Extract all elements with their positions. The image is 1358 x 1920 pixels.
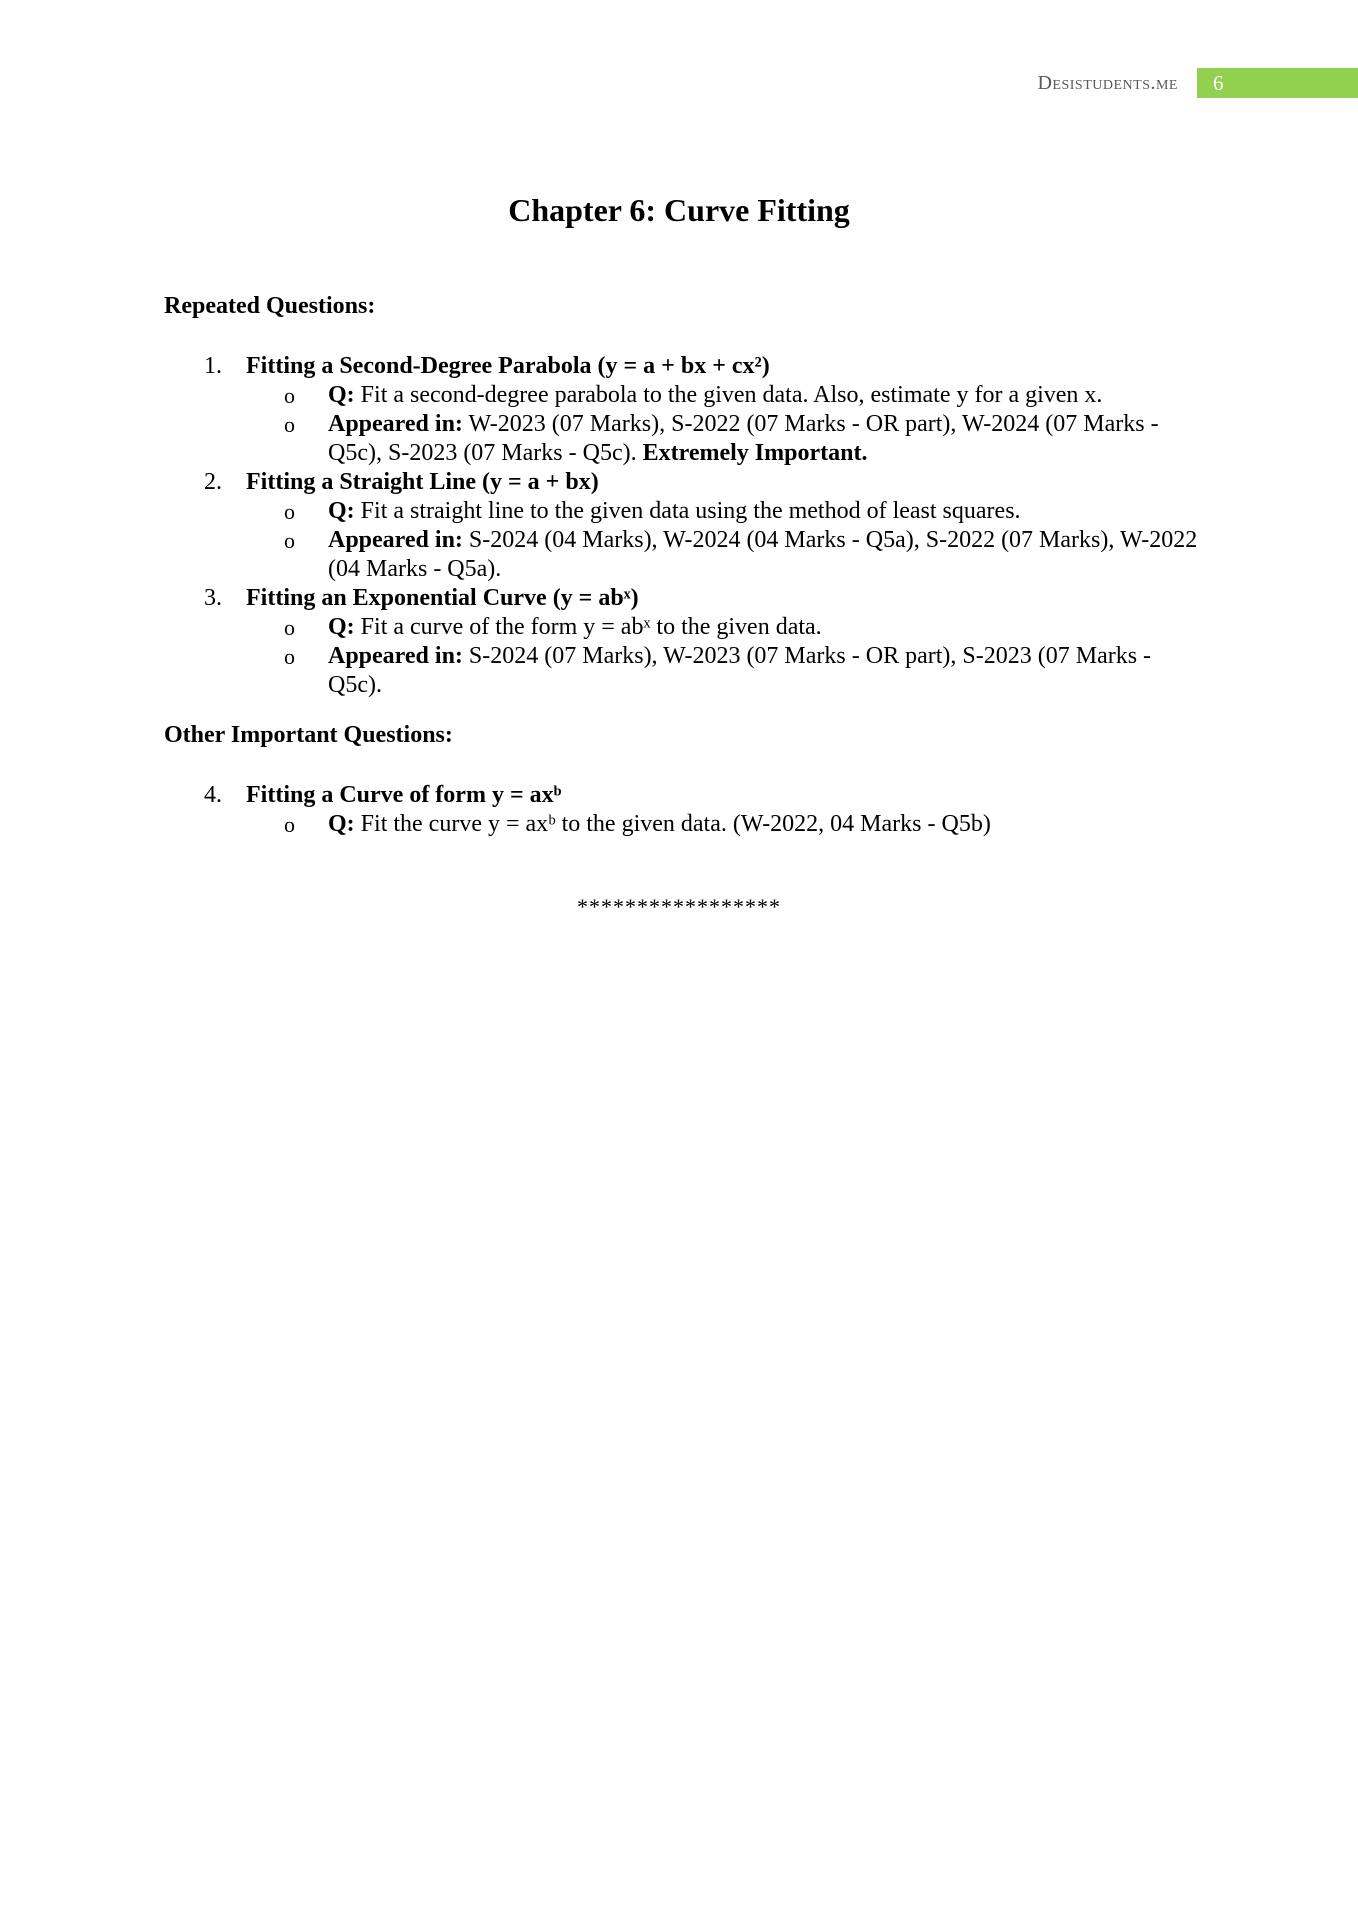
item-title [164,781,1204,810]
site-name: Desistudents.me [1037,71,1178,94]
appeared-line [164,410,1204,468]
question-label: Q: [328,382,355,408]
page-number: 6 [1213,70,1224,95]
question-text: Fit a straight line to the given data using the method of least squares. [354,498,1021,524]
question-line [164,381,1204,410]
question-text: Fit a second-degree parabola to the given data. Also, estimate y for a given x. [354,382,1103,408]
page-number-badge [1194,68,1358,98]
appeared-text: W-2023 (07 Marks), S-2022 (07 Marks - OR part), W-2024 (07 Marks - Q5c), S-2023 (07 Marks - Q5c). [328,411,1159,466]
item-number: 3. [204,585,222,611]
item-number: 1. [204,353,222,379]
question-label: Q: [328,614,355,640]
question-text: Fit a curve of the form y = abˣ to the given data. [354,614,822,640]
page-header [1037,68,1358,98]
item-title-text: Fitting a Second-Degree Parabola (y = a + bx + cx²) [246,353,770,379]
question-line [164,613,1204,642]
importance-note: Extremely Important. [642,440,868,466]
question-line [164,497,1204,526]
other-questions-list [164,781,1204,839]
appeared-text: S-2024 (07 Marks), W-2023 (07 Marks - OR part), S-2023 (07 Marks - Q5c). [328,643,1152,698]
question-label: Q: [328,811,355,837]
question-text: Fit the curve y = axᵇ to the given data. (W-2022, 04 Marks - Q5b) [354,811,991,837]
appeared-label: Appeared in: [328,643,463,669]
list-item [164,352,1204,468]
item-title-text: Fitting an Exponential Curve (y = abˣ) [246,585,639,611]
question-label: Q: [328,498,355,524]
section-separator: ***************** [577,894,781,919]
item-title-text: Fitting a Curve of form y = axᵇ [246,782,562,808]
bullet-icon: o [284,615,295,640]
list-item [164,468,1204,584]
repeated-questions-list [164,352,1204,700]
appeared-label: Appeared in: [328,527,463,553]
item-title [164,468,1204,497]
bullet-icon: o [284,644,295,669]
bullet-icon: o [284,383,295,408]
list-item [164,584,1204,700]
repeated-questions-heading: Repeated Questions: [164,293,376,319]
bullet-icon: o [284,412,295,437]
bullet-icon: o [284,812,295,837]
question-line [164,810,1204,839]
item-number: 4. [204,782,222,808]
other-questions-heading: Other Important Questions: [164,722,453,748]
appeared-line [164,526,1204,584]
appeared-line [164,642,1204,700]
appeared-text: S-2024 (04 Marks), W-2024 (04 Marks - Q5a), S-2022 (07 Marks), W-2022 (04 Marks - Q5a). [328,527,1198,582]
chapter-title: Chapter 6: Curve Fitting [508,192,850,228]
item-title-text: Fitting a Straight Line (y = a + bx) [246,469,599,495]
list-item [164,781,1204,839]
bullet-icon: o [284,499,295,524]
appeared-label: Appeared in: [328,411,463,437]
item-title [164,352,1204,381]
item-title [164,584,1204,613]
item-number: 2. [204,469,222,495]
bullet-icon: o [284,528,295,553]
